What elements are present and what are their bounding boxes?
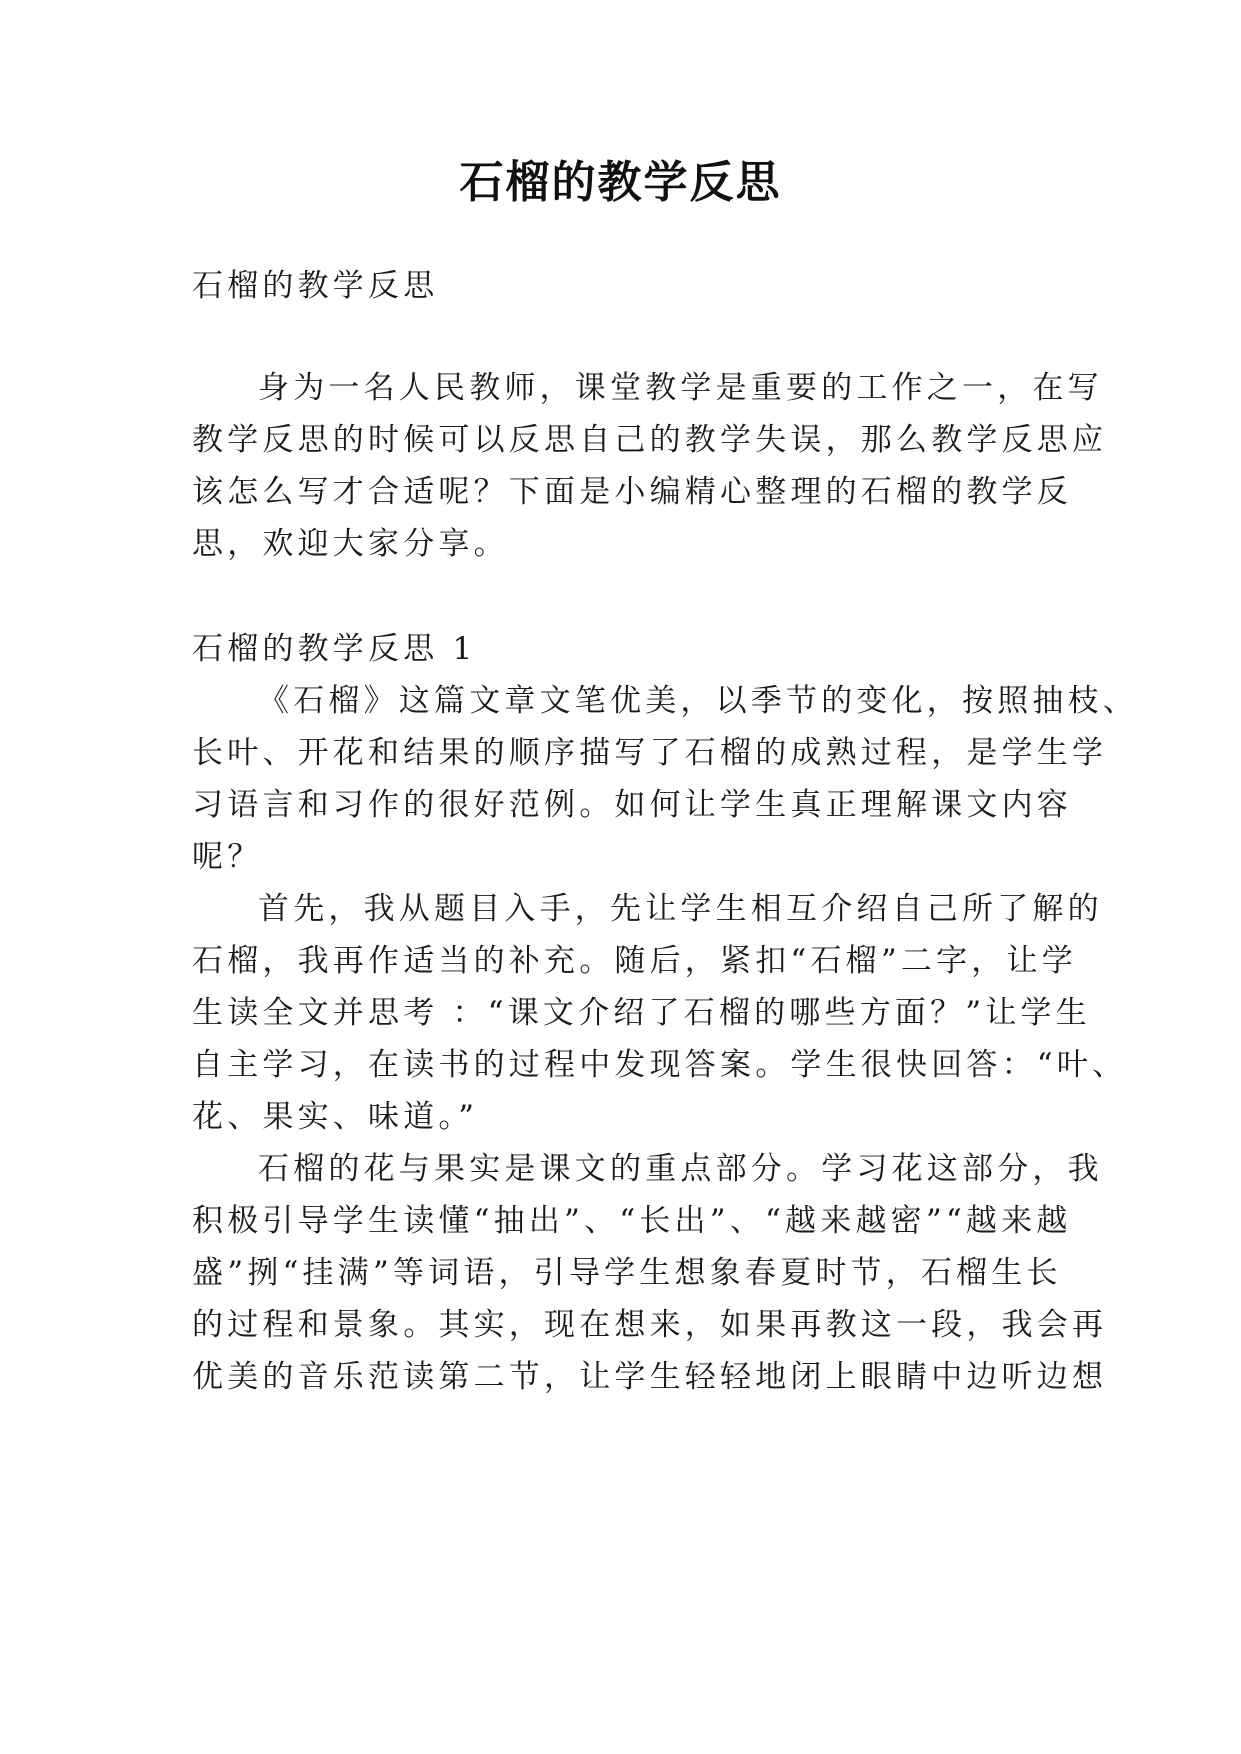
para3-line-4: 的过程和景象。其实，现在想来，如果再教这一段，我会再 <box>192 1307 1108 1343</box>
intro-line-3: 该怎么写才合适呢？下面是小编精心整理的石榴的教学反 <box>192 474 1072 510</box>
para2-line-5: 花、果实、味道。” <box>192 1099 479 1135</box>
section-heading: 石榴的教学反思 1 <box>192 631 477 667</box>
para3-line-5: 优美的音乐范读第二节，让学生轻轻地闭上眼睛中边听边想 <box>192 1359 1108 1395</box>
para1-line-3: 习语言和习作的很好范例。如何让学生真正理解课文内容 <box>192 787 1072 823</box>
intro-line-2: 教学反思的时候可以反思自己的教学失误，那么教学反思应 <box>192 422 1108 458</box>
para1-line-1: 《石榴》这篇文章文笔优美，以季节的变化，按照抽枝、 <box>258 683 1138 719</box>
document-title: 石榴的教学反思 <box>459 157 782 208</box>
intro-line-1: 身为一名人民教师，课堂教学是重要的工作之一，在写 <box>258 370 1103 406</box>
para2-line-1: 首先，我从题目入手，先让学生相互介绍自己所了解的 <box>258 891 1103 927</box>
para1-line-4: 呢？ <box>192 839 263 875</box>
para3-line-1: 石榴的花与果实是课文的重点部分。学习花这部分，我 <box>258 1151 1103 1187</box>
para3-line-2: 积极引导学生读懂“抽出”、“长出”、“越来越密”“越来越 <box>192 1203 1072 1239</box>
intro-line-4: 思，欢迎大家分享。 <box>192 526 509 562</box>
para1-line-2: 长叶、开花和结果的顺序描写了石榴的成熟过程，是学生学 <box>192 735 1108 771</box>
para2-line-3: 生读全文并思考 ：“课文介绍了石榴的哪些方面？”让学生 <box>192 995 1091 1031</box>
document-subtitle: 石榴的教学反思 <box>192 268 439 304</box>
para3-line-3: 盛”挒“挂满”等词语，引导学生想象春夏时节，石榴生长 <box>192 1255 1062 1291</box>
para2-line-2: 石榴，我再作适当的补充。随后，紧扣“石榴”二字，让学 <box>192 943 1077 979</box>
para2-line-4: 自主学习，在读书的过程中发现答案。学生很快回答：“叶、 <box>192 1047 1128 1083</box>
